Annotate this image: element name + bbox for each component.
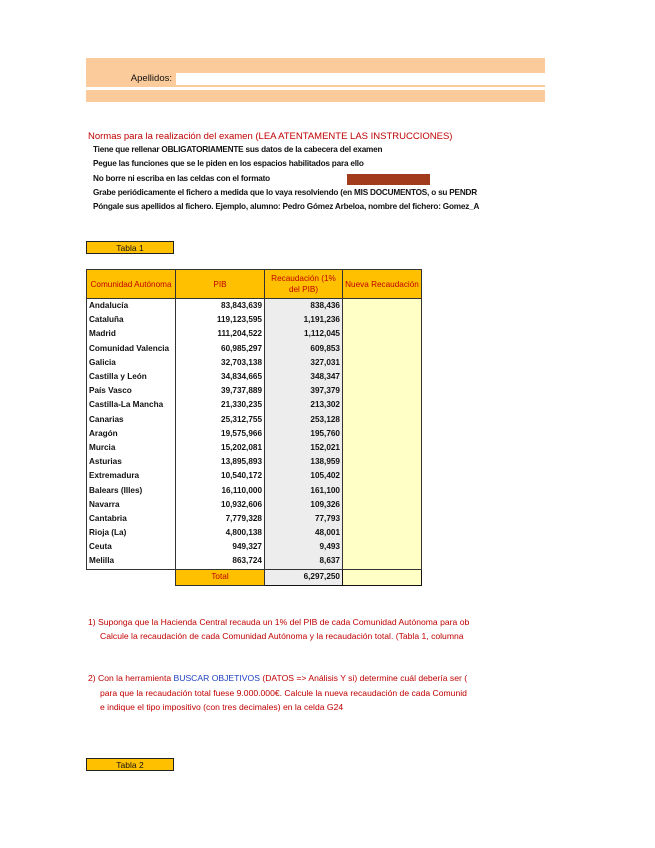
table-row	[87, 313, 422, 327]
cell-comunidad: País Vasco	[87, 384, 176, 398]
cell-comunidad: Rioja (La)	[87, 526, 176, 540]
table-row	[87, 483, 422, 497]
cell-recaudacion: 348,347	[265, 370, 343, 384]
cell-recaudacion: 105,402	[265, 469, 343, 483]
cell-comunidad: Andalucía	[87, 299, 176, 314]
cell-comunidad: Balears (Illes)	[87, 483, 176, 497]
cell-pib: 21,330,235	[176, 398, 265, 412]
cell-pib: 4,800,138	[176, 526, 265, 540]
cell-nueva-recaudacion[interactable]	[343, 356, 422, 370]
cell-recaudacion: 109,326	[265, 498, 343, 512]
cell-pib: 13,895,893	[176, 455, 265, 469]
cell-comunidad: Extremadura	[87, 469, 176, 483]
total-label: Total	[176, 569, 265, 585]
normas-line-4: Grabe periódicamente el fichero a medida que lo vaya resolviendo (en MIS DOCUMENTOS, o su PENDR	[93, 188, 477, 197]
cell-nueva-recaudacion[interactable]	[343, 469, 422, 483]
table-row	[87, 526, 422, 540]
cell-nueva-recaudacion[interactable]	[343, 342, 422, 356]
cell-recaudacion: 48,001	[265, 526, 343, 540]
cell-nueva-recaudacion[interactable]	[343, 498, 422, 512]
cell-nueva-recaudacion[interactable]	[343, 483, 422, 497]
cell-recaudacion: 327,031	[265, 356, 343, 370]
cell-pib: 119,123,595	[176, 313, 265, 327]
cell-pib: 15,202,081	[176, 441, 265, 455]
cell-recaudacion: 195,760	[265, 427, 343, 441]
cell-nueva-recaudacion[interactable]	[343, 299, 422, 314]
cell-nueva-recaudacion[interactable]	[343, 313, 422, 327]
total-row	[87, 569, 422, 585]
cell-pib: 39,737,889	[176, 384, 265, 398]
cell-pib: 16,110,000	[176, 483, 265, 497]
question-2-prefix: 2) Con la herramienta	[88, 673, 174, 683]
total-spacer	[87, 569, 176, 585]
tabla1-label: Tabla 1	[86, 241, 174, 254]
cell-nueva-recaudacion[interactable]	[343, 384, 422, 398]
cell-pib: 32,703,138	[176, 356, 265, 370]
table-row	[87, 512, 422, 526]
table-row	[87, 356, 422, 370]
apellidos-input[interactable]	[176, 73, 545, 85]
cell-pib: 111,204,522	[176, 327, 265, 341]
cell-comunidad: Cataluña	[87, 313, 176, 327]
cell-comunidad: Galicia	[87, 356, 176, 370]
header-separator	[86, 87, 545, 90]
header-comunidad: Comunidad Autónoma	[87, 270, 176, 299]
cell-recaudacion: 161,100	[265, 483, 343, 497]
question-2-line-1	[88, 673, 545, 683]
cell-pib: 83,843,639	[176, 299, 265, 314]
normas-line-2: Pegue las funciones que se le piden en los espacios habilitados para ello	[93, 159, 364, 168]
normas-title: Normas para la realización del examen (LEA ATENTAMENTE LAS INSTRUCCIONES)	[88, 131, 453, 142]
table-row	[87, 327, 422, 341]
table-row	[87, 498, 422, 512]
table-row	[87, 342, 422, 356]
table-row	[87, 370, 422, 384]
cell-comunidad: Comunidad Valencia	[87, 342, 176, 356]
normas-line-3: No borre ni escriba en las celdas con el formato	[93, 174, 270, 183]
cell-nueva-recaudacion[interactable]	[343, 526, 422, 540]
question-2-line-2: para que la recaudación total fuese 9.000.000€. Calcule la nueva recaudación de cada Comunid	[100, 688, 467, 698]
table-row	[87, 427, 422, 441]
cell-recaudacion: 253,128	[265, 413, 343, 427]
cell-pib: 25,312,755	[176, 413, 265, 427]
cell-pib: 10,932,606	[176, 498, 265, 512]
question-1-line-1: 1) Suponga que la Hacienda Central recauda un 1% del PIB de cada Comunidad Autónoma para ob	[88, 617, 470, 627]
cell-nueva-recaudacion[interactable]	[343, 427, 422, 441]
cell-recaudacion: 8,637	[265, 554, 343, 569]
cell-recaudacion: 138,959	[265, 455, 343, 469]
table-row	[87, 554, 422, 569]
table-row	[87, 398, 422, 412]
cell-pib: 34,834,665	[176, 370, 265, 384]
cell-nueva-recaudacion[interactable]	[343, 455, 422, 469]
question-1-line-2: Calcule la recaudación de cada Comunidad Autónoma y la recaudación total. (Tabla 1, columna	[100, 631, 464, 641]
table-row	[87, 455, 422, 469]
cell-comunidad: Canarias	[87, 413, 176, 427]
cell-pib: 949,327	[176, 540, 265, 554]
cell-recaudacion: 609,853	[265, 342, 343, 356]
cell-recaudacion: 77,793	[265, 512, 343, 526]
total-nueva-recaudacion[interactable]	[343, 569, 422, 585]
tabla1	[86, 269, 422, 586]
cell-pib: 863,724	[176, 554, 265, 569]
cell-recaudacion: 213,302	[265, 398, 343, 412]
cell-comunidad: Cantabria	[87, 512, 176, 526]
cell-nueva-recaudacion[interactable]	[343, 540, 422, 554]
total-recaudacion: 6,297,250	[265, 569, 343, 585]
question-2-tool: BUSCAR OBJETIVOS	[173, 673, 260, 683]
cell-nueva-recaudacion[interactable]	[343, 370, 422, 384]
cell-comunidad: Aragón	[87, 427, 176, 441]
cell-comunidad: Navarra	[87, 498, 176, 512]
header-pib: PIB	[176, 270, 265, 299]
cell-nueva-recaudacion[interactable]	[343, 554, 422, 569]
question-2-line-3: e indique el tipo impositivo (con tres decimales) en la celda G24	[100, 702, 344, 712]
tabla2-label: Tabla 2	[86, 758, 174, 771]
cell-comunidad: Melilla	[87, 554, 176, 569]
cell-comunidad: Madrid	[87, 327, 176, 341]
cell-nueva-recaudacion[interactable]	[343, 512, 422, 526]
protected-format-swatch	[347, 174, 430, 185]
cell-nueva-recaudacion[interactable]	[343, 327, 422, 341]
cell-comunidad: Castilla-La Mancha	[87, 398, 176, 412]
cell-comunidad: Asturias	[87, 455, 176, 469]
table-row	[87, 413, 422, 427]
cell-recaudacion: 152,021	[265, 441, 343, 455]
cell-comunidad: Murcia	[87, 441, 176, 455]
cell-pib: 60,985,297	[176, 342, 265, 356]
cell-recaudacion: 838,436	[265, 299, 343, 314]
question-2-suffix: (DATOS => Análisis Y si) determine cuál debería ser (	[259, 673, 468, 683]
table-row	[87, 469, 422, 483]
table-row	[87, 441, 422, 455]
cell-comunidad: Ceuta	[87, 540, 176, 554]
cell-nueva-recaudacion[interactable]	[343, 398, 422, 412]
header-nueva: Nueva Recaudación	[343, 270, 422, 299]
cell-recaudacion: 1,191,236	[265, 313, 343, 327]
table-row	[87, 299, 422, 314]
cell-recaudacion: 397,379	[265, 384, 343, 398]
cell-recaudacion: 9,493	[265, 540, 343, 554]
normas-line-5: Póngale sus apellidos al fichero. Ejemplo, alumno: Pedro Gómez Arbeloa, nombre del fichero: Gomez_A	[93, 202, 480, 211]
table-row	[87, 384, 422, 398]
cell-pib: 7,779,328	[176, 512, 265, 526]
cell-recaudacion: 1,112,045	[265, 327, 343, 341]
cell-pib: 10,540,172	[176, 469, 265, 483]
cell-pib: 19,575,966	[176, 427, 265, 441]
cell-nueva-recaudacion[interactable]	[343, 441, 422, 455]
cell-comunidad: Castilla y León	[87, 370, 176, 384]
table-row	[87, 540, 422, 554]
apellidos-label: Apellidos:	[130, 73, 172, 84]
header-recaudacion: Recaudación (1% del PIB)	[265, 270, 343, 299]
cell-nueva-recaudacion[interactable]	[343, 413, 422, 427]
normas-line-1: Tiene que rellenar OBLIGATORIAMENTE sus datos de la cabecera del examen	[93, 145, 383, 154]
